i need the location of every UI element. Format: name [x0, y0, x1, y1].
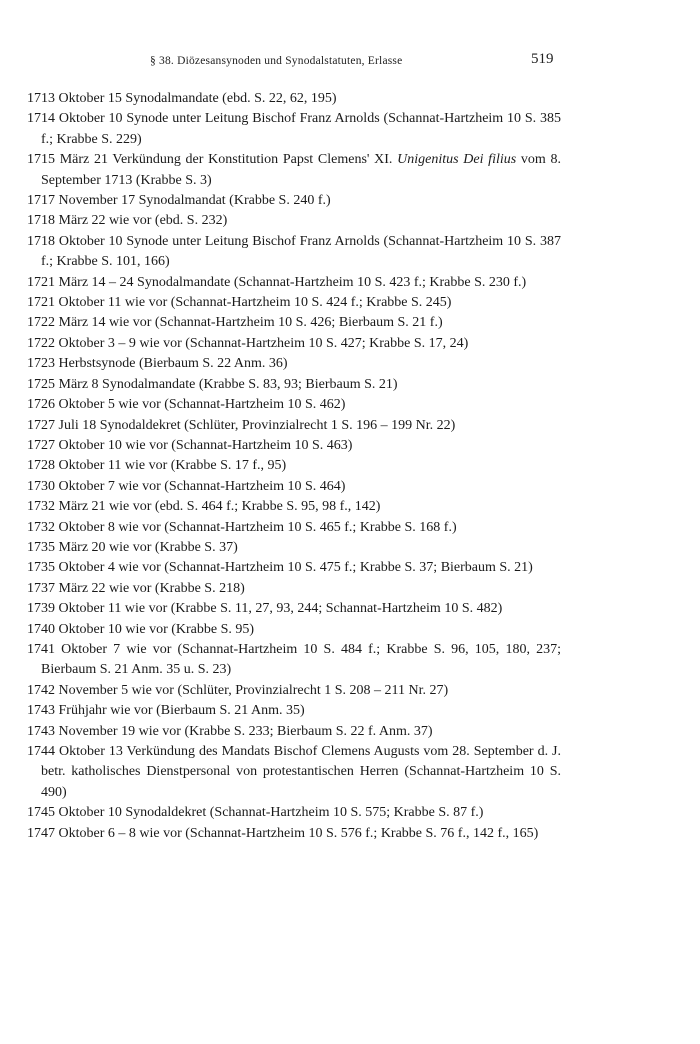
list-item: 1744 Oktober 13 Verkündung des Mandats Bischof Clemens Augusts vom 28. September d. J. betr. katholisches Dienstpersonal von protestantischen Herren (Schannat-Hartzheim 10 S. 490) — [27, 744, 561, 800]
list-item: 1732 Oktober 8 wie vor (Schannat-Hartzheim 10 S. 465 f.; Krabbe S. 168 f.) — [27, 519, 457, 535]
list-item: 1727 Juli 18 Synodaldekret (Schlüter, Provinzialrecht 1 S. 196 – 199 Nr. 22) — [27, 417, 456, 433]
list-item: 1725 März 8 Synodalmandate (Krabbe S. 83, 93; Bierbaum S. 21) — [27, 376, 398, 392]
italic-title: Unigenitus Dei filius — [397, 152, 517, 168]
list-item: 1715 März 21 Verkündung der Konstitution Papst Clemens' XI. Unigenitus Dei filius vom 8. September 1713 (Krabbe S. 3) — [27, 152, 561, 188]
list-item: 1718 Oktober 10 Synode unter Leitung Bischof Franz Arnolds (Schannat-Hartzheim 10 S. 387 f.; Krabbe S. 101, 166) — [27, 233, 561, 270]
list-item: 1726 Oktober 5 wie vor (Schannat-Hartzheim 10 S. 462) — [27, 397, 346, 413]
list-item: 1742 November 5 wie vor (Schlüter, Provinzialrecht 1 S. 208 – 211 Nr. 27) — [27, 682, 449, 698]
list-item: 1735 März 20 wie vor (Krabbe S. 37) — [27, 539, 238, 555]
list-item: 1735 Oktober 4 wie vor (Schannat-Hartzheim 10 S. 475 f.; Krabbe S. 37; Bierbaum S. 21) — [27, 560, 533, 576]
list-item: 1747 Oktober 6 – 8 wie vor (Schannat-Hartzheim 10 S. 576 f.; Krabbe S. 76 f., 142 f., 165) — [27, 825, 539, 841]
list-item: 1727 Oktober 10 wie vor (Schannat-Hartzheim 10 S. 463) — [27, 437, 353, 453]
list-item: 1737 März 22 wie vor (Krabbe S. 218) — [27, 580, 245, 596]
list-item: 1745 Oktober 10 Synodaldekret (Schannat-Hartzheim 10 S. 575; Krabbe S. 87 f.) — [27, 805, 484, 821]
list-item: 1721 März 14 – 24 Synodalmandate (Schannat-Hartzheim 10 S. 423 f.; Krabbe S. 230 f.) — [27, 274, 527, 290]
list-item: 1741 Oktober 7 wie vor (Schannat-Hartzheim 10 S. 484 f.; Krabbe S. 96, 105, 180, 237; Bierbaum S. 21 Anm. 35 u. S. 23) — [27, 641, 561, 678]
list-item: 1728 Oktober 11 wie vor (Krabbe S. 17 f., 95) — [27, 458, 287, 474]
list-item: 1717 November 17 Synodalmandat (Krabbe S. 240 f.) — [27, 193, 331, 209]
list-item: 1721 Oktober 11 wie vor (Schannat-Hartzheim 10 S. 424 f.; Krabbe S. 245) — [27, 295, 452, 311]
page-number: 519 — [531, 51, 554, 67]
list-item: 1743 November 19 wie vor (Krabbe S. 233; Bierbaum S. 22 f. Anm. 37) — [27, 723, 433, 739]
list-item: 1714 Oktober 10 Synode unter Leitung Bischof Franz Arnolds (Schannat-Hartzheim 10 S. 385 f.; Krabbe S. 229) — [27, 111, 561, 147]
running-head: § 38. Diözesansynoden und Synodalstatuten, Erlasse — [150, 55, 403, 67]
list-item: 1732 März 21 wie vor (ebd. S. 464 f.; Krabbe S. 95, 98 f., 142) — [27, 499, 381, 515]
list-item: 1722 Oktober 3 – 9 wie vor (Schannat-Hartzheim 10 S. 427; Krabbe S. 17, 24) — [27, 335, 469, 351]
list-item: 1722 März 14 wie vor (Schannat-Hartzheim 10 S. 426; Bierbaum S. 21 f.) — [27, 315, 443, 331]
list-item: 1740 Oktober 10 wie vor (Krabbe S. 95) — [27, 621, 255, 637]
list-item: 1723 Herbstsynode (Bierbaum S. 22 Anm. 36) — [27, 356, 288, 372]
list-item: 1743 Frühjahr wie vor (Bierbaum S. 21 Anm. 35) — [27, 703, 305, 719]
list-item: 1730 Oktober 7 wie vor (Schannat-Hartzheim 10 S. 464) — [27, 478, 346, 494]
list-item: 1718 März 22 wie vor (ebd. S. 232) — [27, 213, 228, 229]
list-item: 1739 Oktober 11 wie vor (Krabbe S. 11, 27, 93, 244; Schannat-Hartzheim 10 S. 482) — [27, 601, 503, 617]
synod-entry-list — [27, 89, 561, 844]
list-item: 1713 Oktober 15 Synodalmandate (ebd. S. 22, 62, 195) — [27, 91, 337, 106]
